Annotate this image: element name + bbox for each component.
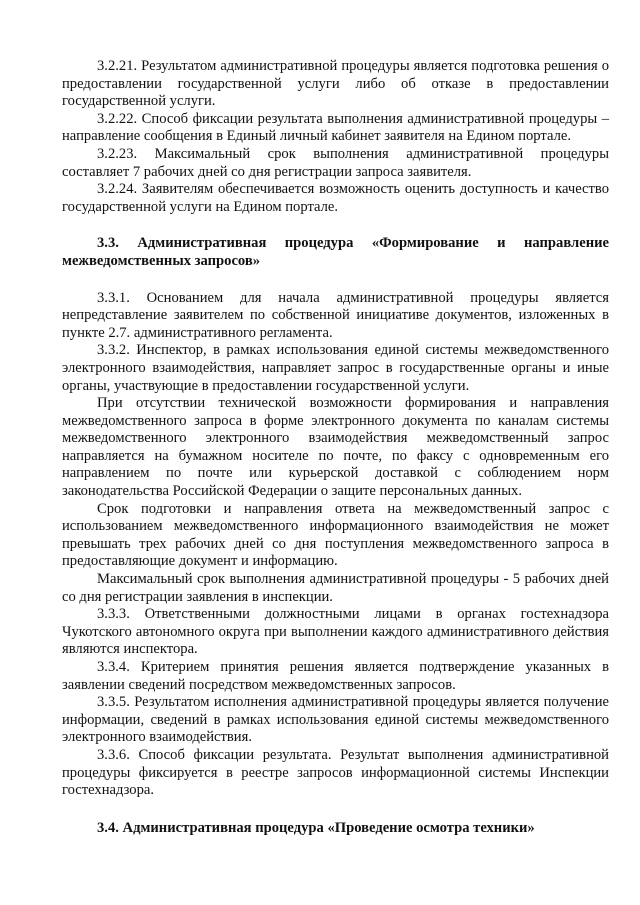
paragraph-3-3-5: 3.3.5. Результатом исполнения административной процедуры является получение информации, сведений в рамках использования единой системы межведомственного электронного взаимодействия. (62, 694, 609, 746)
paragraph-3-2-24: 3.2.24. Заявителям обеспечивается возможность оценить доступность и качество государственной услуги на Едином портале. (62, 181, 609, 215)
section-heading-3-4: 3.4. Административная процедура «Проведение осмотра техники» (97, 819, 535, 836)
paragraph-3-2-21: 3.2.21. Результатом административной процедуры является подготовка решения о предоставлении государственной услуги либо об отказе в предоставлении государственной услуги. (62, 58, 609, 110)
paragraph-3-3-3: 3.3.3. Ответственными должностными лицами в органах гостехнадзора Чукотского автономного округа при выполнении каждого административного действия являются инспектора. (62, 606, 609, 658)
paragraph-response-deadline: Срок подготовки и направления ответа на межведомственный запрос с использованием межведомственного информационного взаимодействия не может превышать трех рабочих дней со дня поступления межведомственного запроса в предоставляющие документ и информацию. (62, 500, 609, 570)
paragraph-3-3-4: 3.3.4. Критерием принятия решения является подтверждение указанных в заявлении сведений посредством межведомственных запросов. (62, 659, 609, 693)
paragraph-3-3-6: 3.3.6. Способ фиксации результата. Результат выполнения административной процедуры фиксируется в реестре запросов информационной системы Инспекции гостехнадзора. (62, 746, 609, 799)
paragraph-max-term: Максимальный срок выполнения административной процедуры - 5 рабочих дней со дня регистрации заявления в инспекции. (62, 571, 609, 605)
paragraph-3-3-1: 3.3.1. Основанием для начала административной процедуры является непредставление заявителем по собственной инициативе документов, изложенных в пункте 2.7. административного регламента. (62, 289, 609, 341)
section-heading-3-3: 3.3. Административная процедура «Формирование и направление межведомственных запросов» (62, 235, 609, 269)
document-page (62, 58, 609, 837)
paragraph-3-2-23: 3.2.23. Максимальный срок выполнения административной процедуры составляет 7 рабочих дней со дня регистрации запроса заявителя. (62, 145, 609, 180)
paragraph-3-3-2: 3.3.2. Инспектор, в рамках использования единой системы межведомственного электронного взаимодействия, направляет запрос в государственные органы и иные органы, участвующие в предоставлении государственной услуги. (62, 342, 609, 394)
paragraph-technical-absence: При отсутствии технической возможности формирования и направления межведомственного запроса в форме электронного документа по каналам системы межведомственного электронного взаимодействия межведомственный запрос направляется на бумажном носителе по почте, по факсу с одновременным его направлением по почте или курьерской доставкой с соблюдением норм законодательства Российской Федерации о защите персональных данных. (62, 395, 609, 500)
paragraph-3-2-22: 3.2.22. Способ фиксации результата выполнения административной процедуры – направление сообщения в Единый личный кабинет заявителя на Едином портале. (62, 110, 609, 145)
